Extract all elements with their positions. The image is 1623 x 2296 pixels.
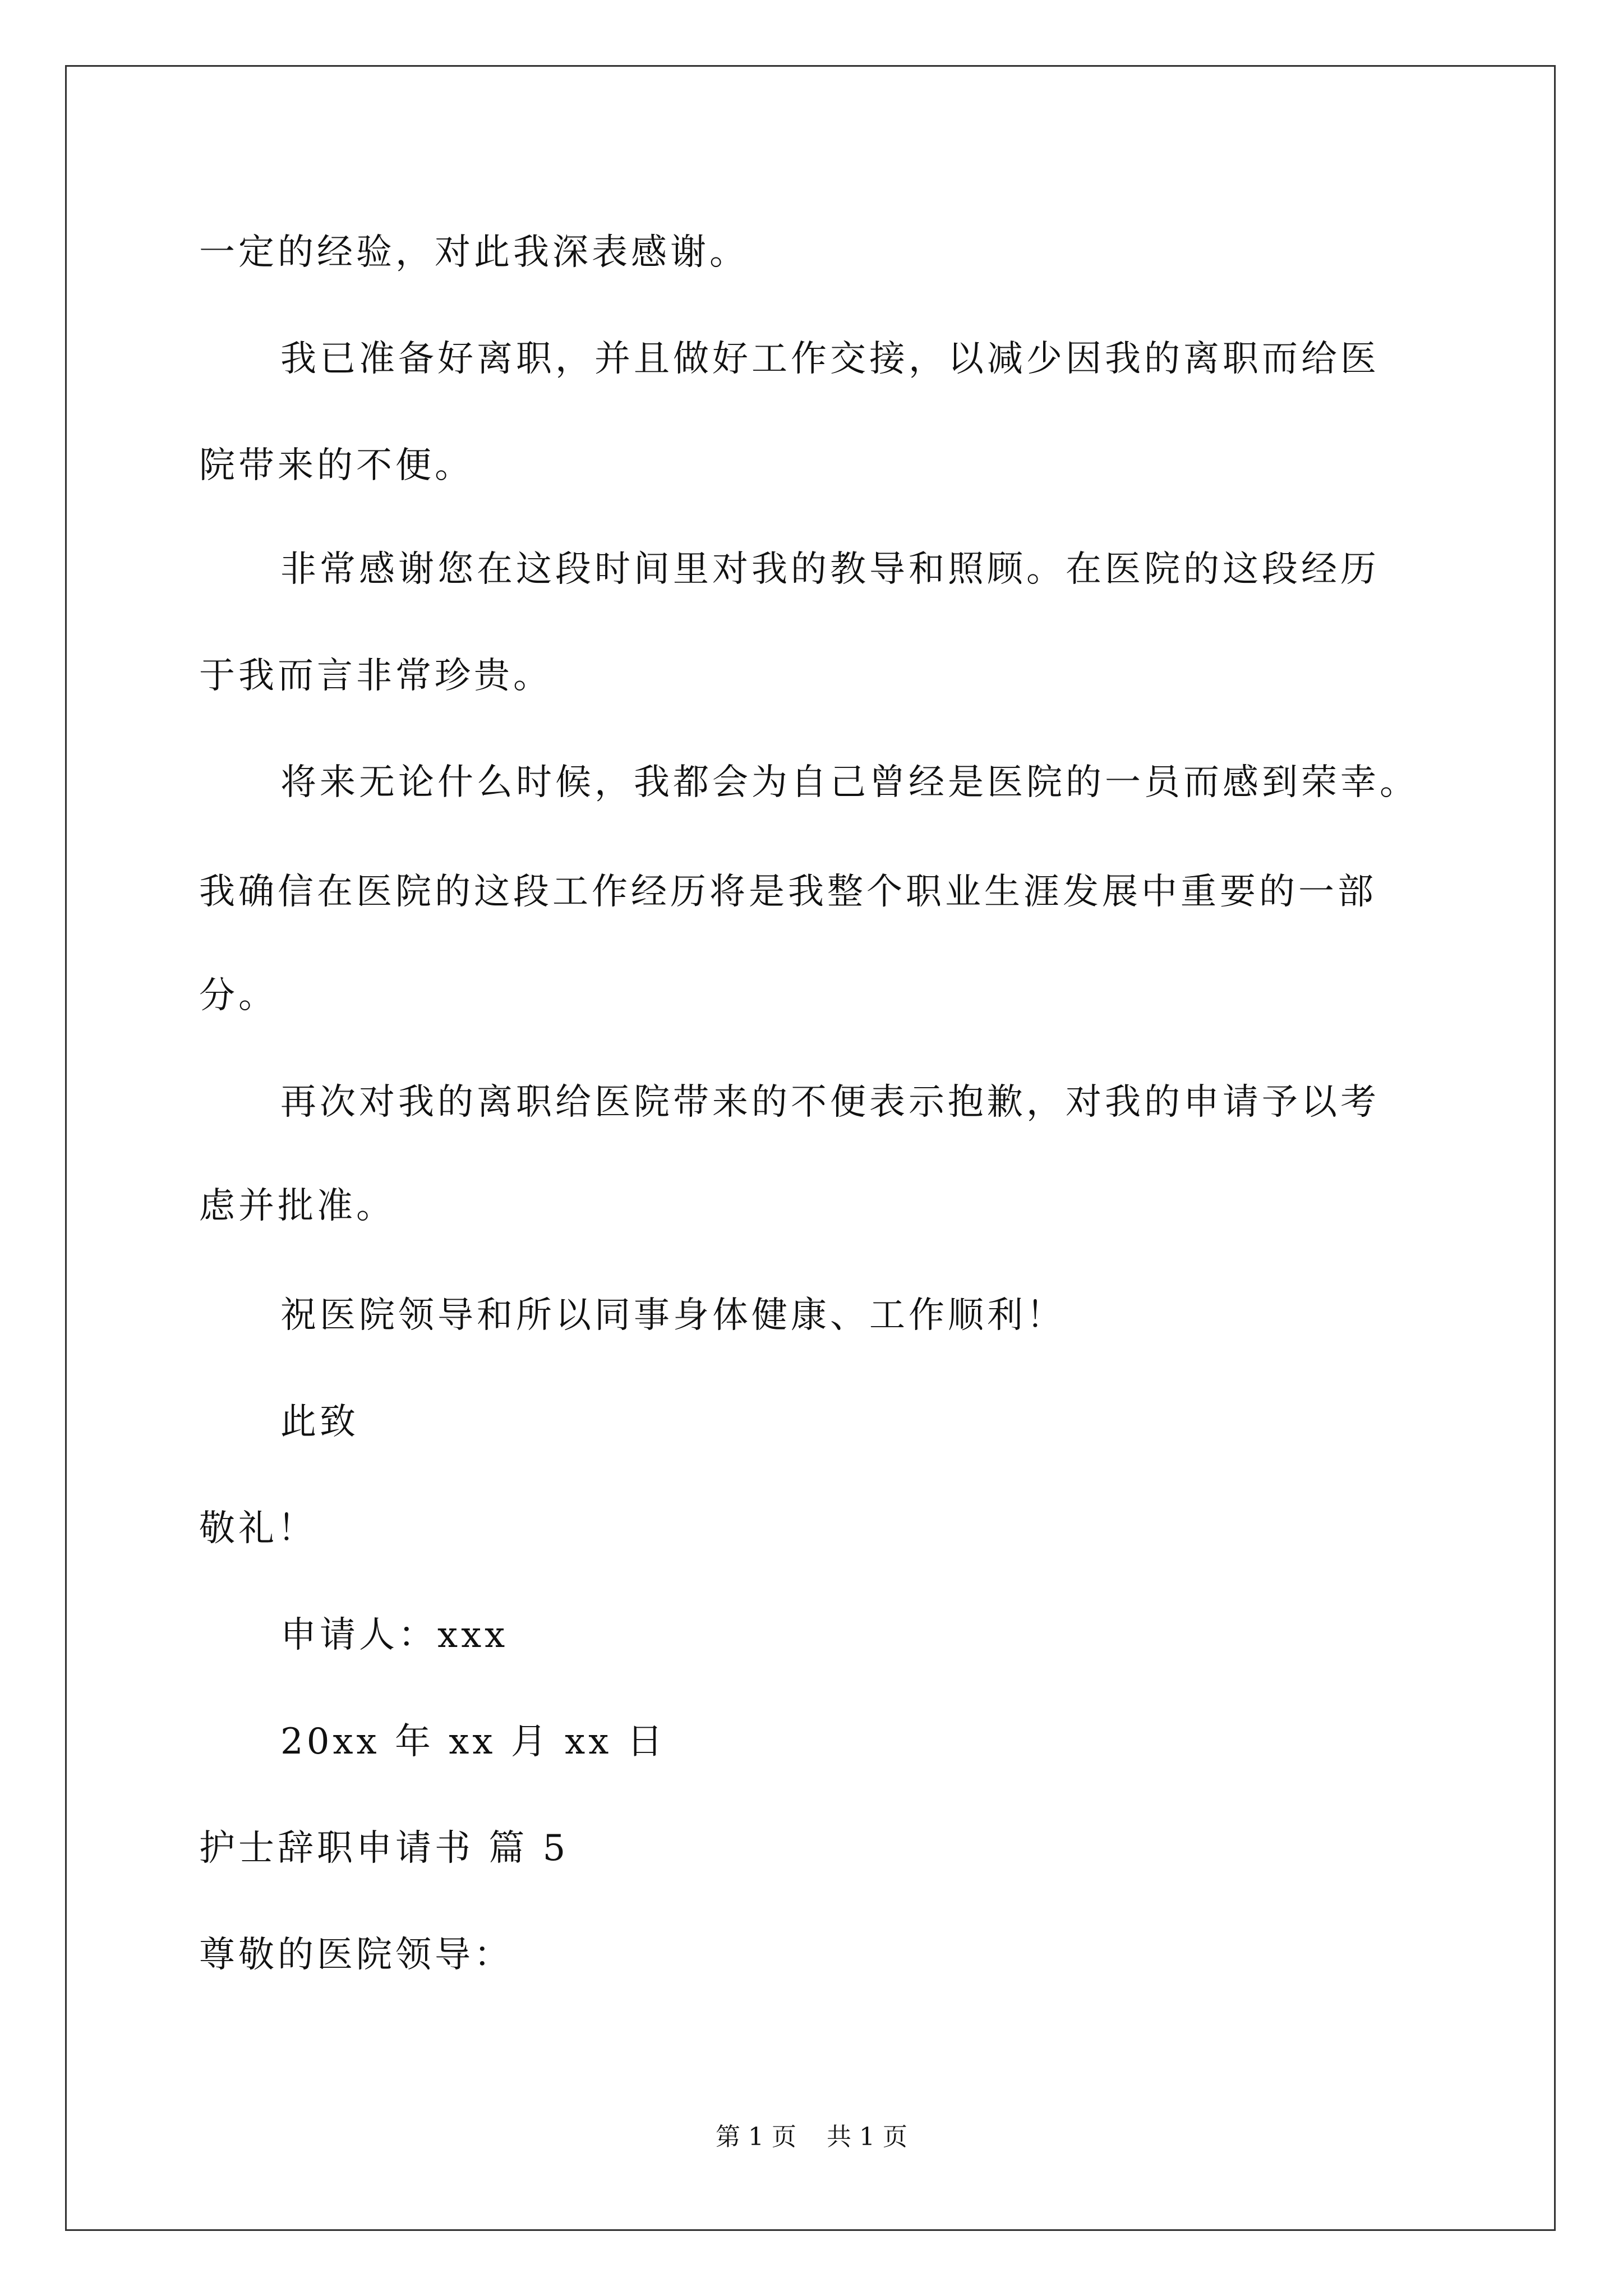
page-number: 第 1 页 (716, 2123, 796, 2151)
date-line: 20xx 年 xx 月 xx 日 (280, 1721, 666, 1763)
text-line: 将来无论什么时候，我都会为自己曾经是医院的一员而感到荣幸。 (280, 762, 1419, 803)
text-line: 我已准备好离职，并且做好工作交接，以减少因我的离职而给医 (280, 338, 1380, 380)
text-line: 分。 (199, 975, 278, 1016)
salutation-line: 尊敬的医院领导： (199, 1934, 513, 1976)
text-line: 再次对我的离职给医院带来的不便表示抱歉，对我的申请予以考 (280, 1082, 1380, 1123)
text-line: 此致 (280, 1401, 359, 1443)
text-line: 院带来的不便。 (199, 445, 474, 486)
text-line: 于我而言非常珍贵。 (199, 655, 552, 697)
section-title: 护士辞职申请书 篇 5 (199, 1828, 569, 1869)
text-line: 虑并批准。 (199, 1185, 395, 1227)
text-line: 祝医院领导和所以同事身体健康、工作顺利！ (280, 1295, 1066, 1336)
page-border (65, 65, 1556, 2231)
text-line: 我确信在医院的这段工作经历将是我整个职业生涯发展中重要的一部 (199, 871, 1377, 913)
text-line: 敬礼！ (199, 1508, 317, 1549)
applicant-line: 申请人：xxx (280, 1614, 509, 1656)
text-line: 非常感谢您在这段时间里对我的教导和照顾。在医院的这段经历 (280, 549, 1380, 590)
page-total: 共 1 页 (827, 2123, 907, 2151)
page-footer (0, 2120, 1623, 2154)
text-line: 一定的经验，对此我深表感谢。 (199, 232, 749, 273)
